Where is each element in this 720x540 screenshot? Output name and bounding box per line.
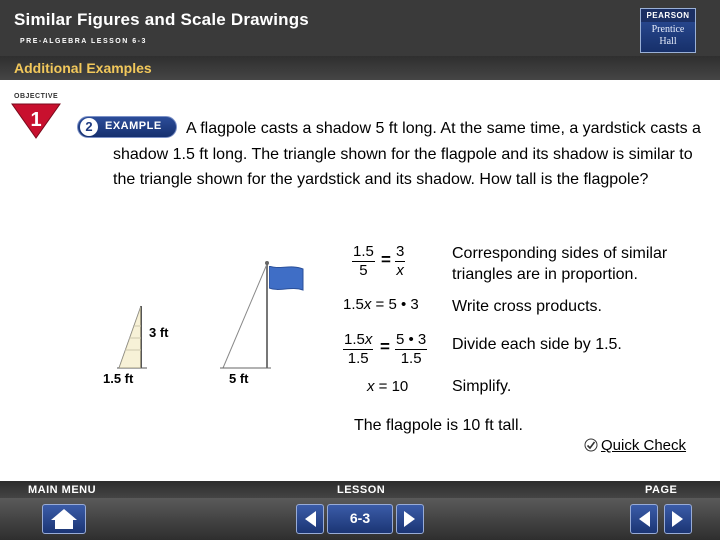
yardstick-shadow-label: 1.5 ft: [103, 371, 134, 386]
page-previous-button[interactable]: [630, 504, 658, 534]
footer-band: [0, 481, 720, 498]
yardstick-height-label: 3 ft: [149, 325, 169, 340]
main-menu-label: MAIN MENU: [28, 484, 97, 496]
step4-expression: [367, 378, 408, 395]
flag-icon: [269, 266, 305, 292]
lesson-number: 6-3: [349, 510, 371, 526]
page-next-button[interactable]: [664, 504, 692, 534]
triangle-right-icon: [397, 505, 423, 533]
objective-label: OBJECTIVE: [14, 93, 59, 100]
logo-prentice-text: Prentice: [651, 24, 685, 35]
header-bar: [0, 0, 720, 56]
step3-left-coef: 1.5: [344, 331, 365, 348]
step4-note: Simplify.: [452, 378, 512, 395]
step3-right-fraction: [395, 331, 427, 368]
lesson-label: LESSON: [337, 484, 386, 496]
step3-left-var: x: [364, 331, 373, 348]
step2-var: x: [363, 296, 372, 313]
triangles-drawing: [95, 250, 275, 390]
similar-triangles-figure: [95, 250, 275, 390]
step3-equals: =: [380, 337, 390, 356]
quick-check-icon: [584, 438, 598, 452]
objective-arrow-icon: [10, 102, 62, 140]
step1-right-numerator: 3: [396, 243, 405, 260]
step2-coef: 1.5: [343, 296, 364, 313]
objective-marker: [10, 93, 68, 141]
flagpole-shadow-label: 5 ft: [229, 371, 249, 386]
step1-note: Corresponding sides of similar triangles are in proportion.: [452, 245, 668, 283]
example-number: 2: [80, 118, 98, 136]
triangle-left-icon: [631, 505, 657, 533]
logo-pearson-text: PEARSON: [641, 9, 695, 22]
lesson-subtitle: PRE-ALGEBRA LESSON 6-3: [20, 38, 147, 45]
answer-text: The flagpole is 10 ft tall.: [354, 417, 523, 434]
objective-number: 1: [30, 109, 42, 131]
step2-expression: [343, 296, 419, 313]
step3-right-numerator: 5 • 3: [396, 331, 427, 348]
pearson-logo: [640, 8, 696, 53]
step1-right-denominator: x: [396, 262, 404, 279]
step3-note: Divide each side by 1.5.: [452, 336, 622, 353]
flagpole-triangle: [220, 261, 271, 368]
step1-left-fraction: [352, 243, 375, 280]
step3-right-denominator: 1.5: [400, 350, 422, 367]
triangle-right-icon: [665, 505, 691, 533]
problem-text: A flagpole casts a shadow 5 ft long. At the same time, a yardstick casts a shadow 1.5 ft long. The triangle shown for the flagpole and its shadow is similar to the triangle shown for the yardstick and its shadow. How tall is the flagpole?: [113, 120, 701, 188]
step1-left-denominator: 5: [359, 262, 368, 279]
logo-prentice-hall: [641, 24, 695, 48]
yardstick-triangle: [117, 306, 147, 368]
main-menu-button[interactable]: [42, 504, 86, 534]
lesson-next-button[interactable]: [396, 504, 424, 534]
step1-right-fraction: [395, 243, 405, 280]
step4-var: x: [367, 378, 375, 395]
example-label: EXAMPLE: [105, 120, 162, 132]
lesson-button[interactable]: [327, 504, 393, 534]
step1-equals: =: [381, 250, 391, 269]
step2-note: Write cross products.: [452, 298, 602, 315]
triangle-left-icon: [297, 505, 323, 533]
home-icon: [43, 505, 85, 533]
quick-check-link[interactable]: [584, 437, 686, 454]
step4-rest: = 10: [374, 378, 409, 395]
step1-left-numerator: 1.5: [353, 243, 374, 260]
lesson-previous-button[interactable]: [296, 504, 324, 534]
step3-left-numerator: [343, 331, 373, 350]
step3-left-fraction: [343, 331, 373, 368]
logo-hall-text: Hall: [659, 36, 677, 47]
page-label: PAGE: [645, 484, 678, 496]
section-band: [0, 56, 720, 80]
additional-examples-label: Additional Examples: [14, 60, 152, 76]
step3-left-denominator: 1.5: [347, 350, 369, 367]
quick-check-label: Quick Check: [601, 437, 687, 454]
page-title: Similar Figures and Scale Drawings: [14, 10, 309, 29]
step2-rest: = 5 • 3: [371, 296, 419, 313]
